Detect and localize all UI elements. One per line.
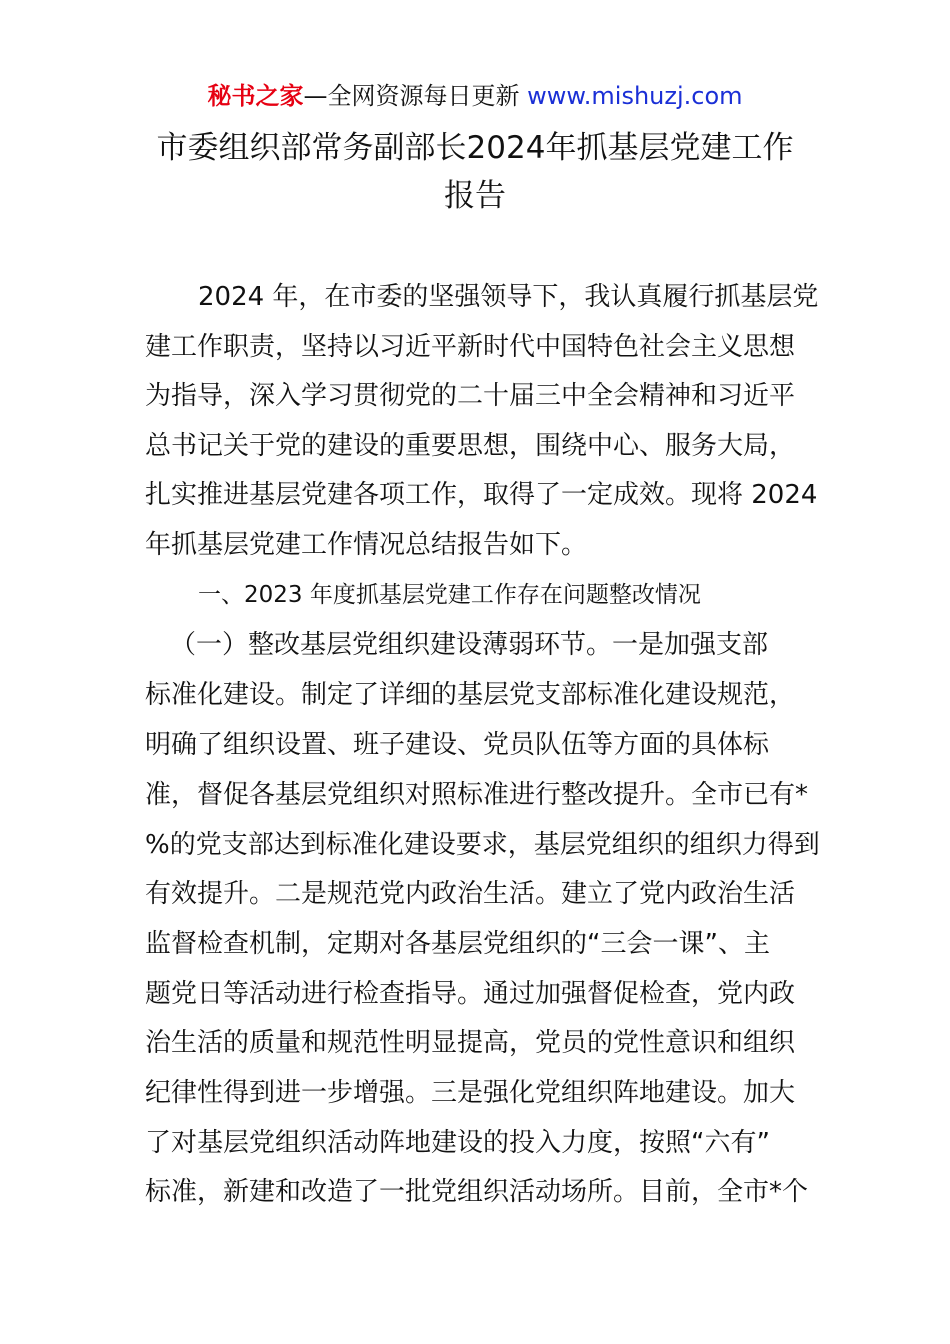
body-line-text: 建工作职责，坚持以习近平新时代中国特色社会主义思想: [145, 332, 796, 362]
site-url[interactable]: www.mishuzj.com: [527, 82, 743, 110]
document-title: [0, 124, 950, 220]
body-line-text: 标准，新建和改造了一批党组织活动场所。目前，全市*个: [145, 1177, 809, 1207]
body-line-text: 为指导，深入学习贯彻党的二十届三中全会精神和习近平: [145, 381, 796, 411]
brand-name: 秘书之家: [207, 82, 304, 110]
body-line-text: （一）整改基层党组织建设薄弱环节。一是加强支部: [170, 630, 769, 660]
body-line-text: 题党日等活动进行检查指导。通过加强督促检查，党内政: [145, 979, 796, 1009]
body-line-text: 准，督促各基层党组织对照标准进行整改提升。全市已有*: [145, 780, 809, 810]
header-slogan: —全网资源每日更新: [303, 82, 528, 110]
body-line-text: 有效提升。二是规范党内政治生活。建立了党内政治生活: [145, 879, 796, 909]
body-line-text: 了对基层党组织活动阵地建设的投入力度，按照“六有”: [145, 1128, 770, 1158]
body-line-text: 标准化建设。制定了详细的基层党支部标准化建设规范，: [145, 680, 796, 710]
body-line-text: 2024 年，在市委的坚强领导下，我认真履行抓基层党: [198, 282, 819, 312]
body-line-text: 监督检查机制，定期对各基层党组织的“三会一课”、主: [145, 929, 770, 959]
title-line: 报告: [444, 178, 506, 214]
title-line: 市委组织部常务副部长2024年抓基层党建工作: [156, 130, 794, 166]
body-line-text: 年抓基层党建工作情况总结报告如下。: [145, 530, 588, 560]
body-line-text: 扎实推进基层党建各项工作，取得了一定成效。现将 2024: [145, 480, 818, 510]
body-line-text: %的党支部达到标准化建设要求，基层党组织的组织力得到: [145, 830, 820, 860]
body-line-text: 总书记关于党的建设的重要思想，围绕中心、服务大局，: [145, 431, 796, 461]
body-line-text: 纪律性得到进一步增强。三是强化党组织阵地建设。加大: [145, 1078, 796, 1108]
section-heading-text: 一、2023 年度抓基层党建工作存在问题整改情况: [198, 582, 701, 608]
body-line-text: 明确了组织设置、班子建设、党员队伍等方面的具体标: [145, 730, 770, 760]
body-line-text: 治生活的质量和规范性明显提高，党员的党性意识和组织: [145, 1028, 796, 1058]
site-header: [0, 80, 950, 112]
